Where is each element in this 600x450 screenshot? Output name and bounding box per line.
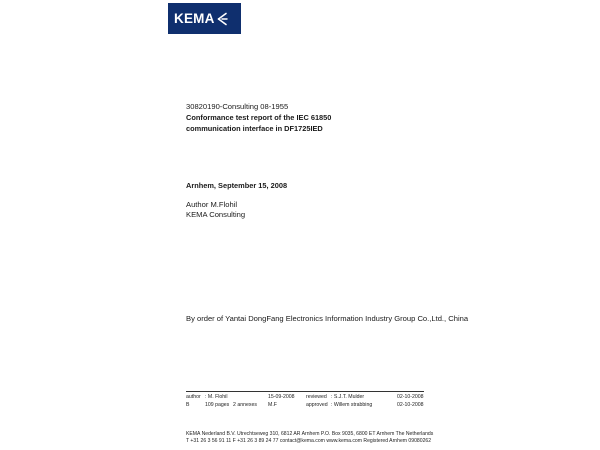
logo-mark-icon [217,12,228,26]
place-and-date: Arnhem, September 15, 2008 [186,181,288,190]
report-title-line-2: communication interface in DF1725IED [186,124,323,133]
sig-row1-reviewer-name: : S.J.T. Mulder [331,394,365,400]
sig-row2-approval-date: 02-10-2008 [397,402,424,408]
footer-contact-line: T +31 26 3 56 91 11 F +31 26 3 89 24 77 contact@kema.com www.kema.com Registered Arnhem 09080262 [186,438,432,444]
sig-row2-pages: 109 pages [205,402,230,408]
sig-row1-label-author: author [186,394,201,400]
sig-row1-author-date: 15-09-2008 [268,394,295,400]
sig-row1-review-date: 02-10-2008 [397,394,424,400]
report-title-line-1: Conformance test report of the IEC 61850 [186,113,332,122]
sig-row2-initials: M.F [268,402,277,408]
sig-row2-label-approved: approved [306,402,328,408]
sig-row2-approver-name: : Willem strabbing [331,402,373,408]
signature-table-rule [186,391,424,392]
kema-logo [168,3,241,34]
logo-wordmark: KEMA [174,10,215,26]
report-reference-number: 30820190-Consulting 08-1955 [186,102,289,111]
sig-row1-author-name: : M. Flohil [205,394,228,400]
footer-address-line: KEMA Nederland B.V. Utrechtseweg 310, 6812 AR Arnhem P.O. Box 9035, 6800 ET Arnhem The Netherlands [186,431,434,437]
sig-row2-annexes: 2 annexes [233,402,257,408]
author-line: Author M.Flohil [186,200,238,209]
sig-row2-label-b: B [186,402,190,408]
order-line: By order of Yantai DongFang Electronics Information Industry Group Co.,Ltd., China [186,314,469,323]
sig-row1-label-reviewed: reviewed [306,394,327,400]
author-organization: KEMA Consulting [186,210,246,219]
